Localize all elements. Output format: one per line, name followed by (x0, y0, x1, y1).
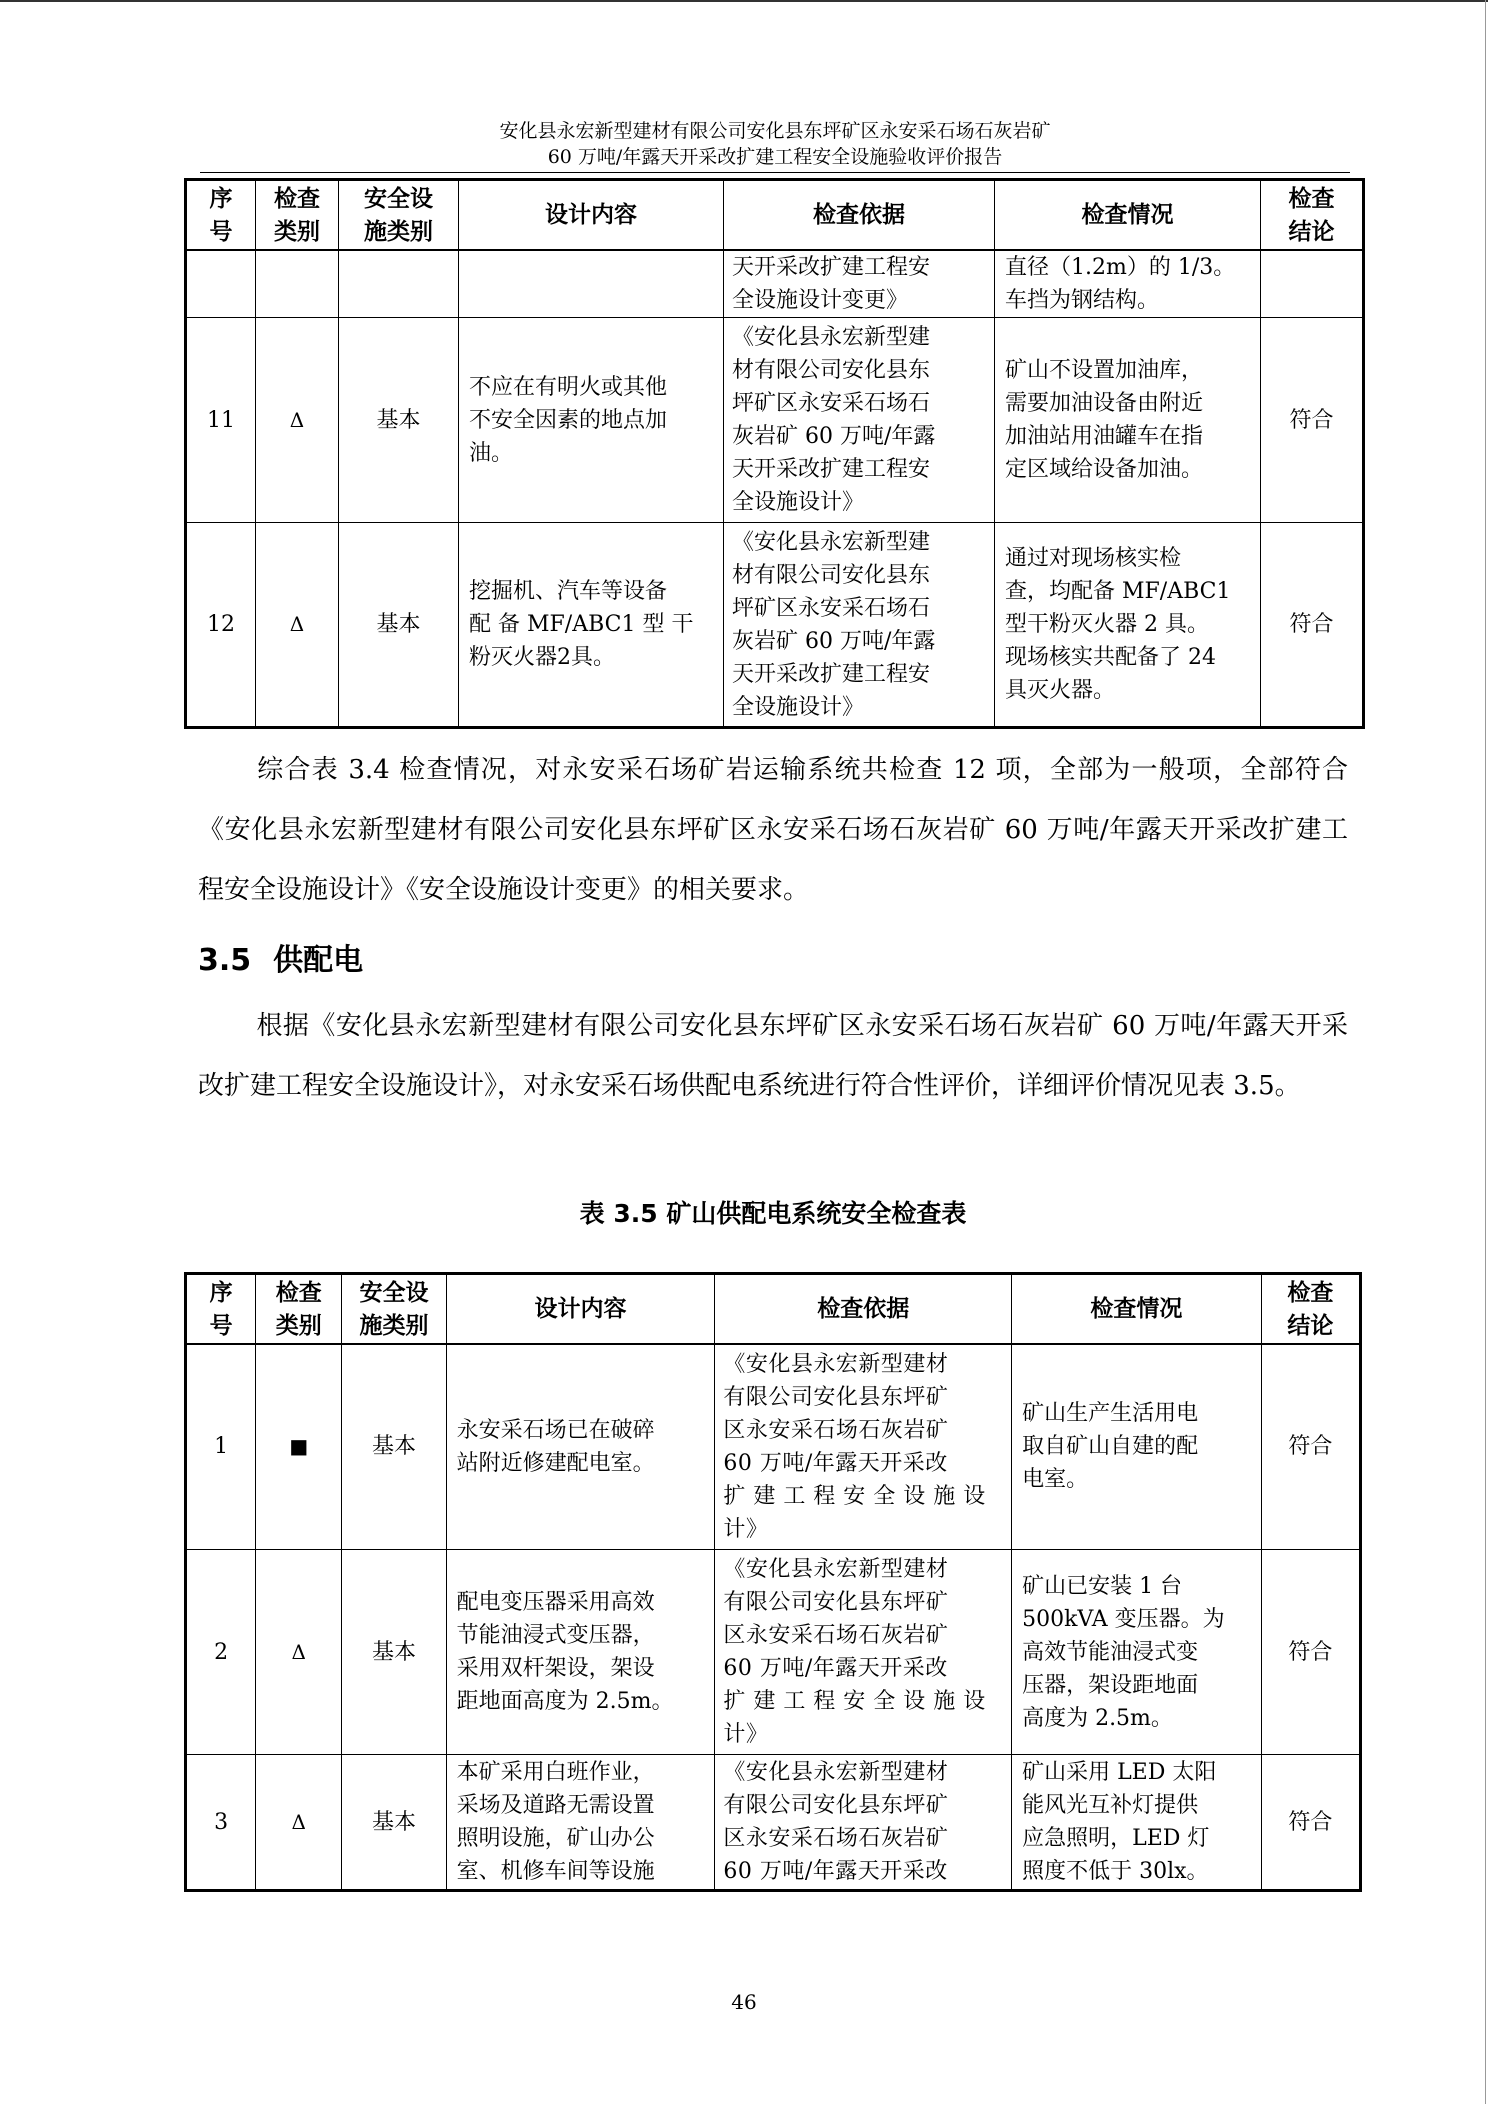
check-basis-line: 天开采改扩建工程安 (732, 254, 931, 280)
facility-type: 基本 (339, 318, 459, 523)
check-basis-line: 区永安采石场石灰岩矿 (723, 1417, 949, 1443)
facility-type (339, 250, 459, 318)
design-content-line: 本矿采用白班作业， (456, 1760, 655, 1785)
column-header (995, 180, 1261, 250)
check-situation-line: 矿山已安装 1 台 (1022, 1573, 1183, 1599)
check-basis-line: 60 万吨/年露天开采改 (723, 1450, 948, 1476)
facility-type: 基本 (339, 523, 459, 728)
check-conclusion: 符合 (1261, 1344, 1360, 1550)
column-header (1261, 180, 1364, 250)
column-header (1012, 1274, 1262, 1344)
row-number: 3 (186, 1755, 256, 1891)
check-conclusion (1261, 250, 1364, 318)
header-line-2: 60 万吨/年露天开采改扩建工程安全设施验收评价报告 (547, 146, 1003, 168)
check-basis-line: 坪矿区永安采石场石 (732, 595, 931, 621)
column-header (256, 1274, 342, 1344)
table-caption: 表 3.5 矿山供配电系统安全检查表 (579, 1199, 967, 1228)
check-basis (724, 318, 995, 523)
design-content-line: 采用双杆架设，架设 (456, 1656, 655, 1681)
design-content-line: 不应在有明火或其他 (469, 374, 668, 400)
check-basis-line: 灰岩矿 60 万吨/年露 (732, 628, 936, 654)
summary-paragraph (198, 740, 1348, 920)
check-basis (715, 1755, 1012, 1891)
column-header-line: 类别 (274, 217, 320, 245)
check-basis-line: 材有限公司安化县东 (732, 562, 931, 588)
check-situation-line: 定区域给设备加油。 (1005, 457, 1204, 482)
check-situation-line: 型干粉灭火器 2 具。 (1005, 612, 1209, 637)
check-basis (715, 1344, 1012, 1550)
check-conclusion: 符合 (1261, 318, 1364, 523)
column-header-line: 检查 (1288, 184, 1335, 212)
check-situation-line: 查，均配备 MF/ABC1 (1005, 579, 1231, 604)
column-header-line: 结论 (1287, 1311, 1334, 1339)
check-basis-line: 区永安采石场石灰岩矿 (723, 1826, 949, 1851)
check-conclusion: 符合 (1261, 1550, 1360, 1755)
design-content-line: 距地面高度为 2.5m。 (456, 1689, 674, 1714)
check-category-mark: Δ (256, 1755, 342, 1891)
check-basis-line: 全设施设计变更》 (732, 287, 909, 313)
column-header-line: 安全设 (359, 1278, 429, 1306)
column-header (186, 180, 256, 250)
column-header-line: 安全设 (364, 184, 433, 212)
check-situation-line: 通过对现场核实检 (1005, 546, 1182, 571)
table-row (186, 1550, 1361, 1755)
column-header (339, 180, 459, 250)
design-content-line: 永安采石场已在破碎 (456, 1417, 655, 1443)
row-number: 12 (186, 523, 256, 728)
column-header (256, 180, 339, 250)
column-header (446, 1274, 715, 1344)
design-content (459, 250, 724, 318)
column-header-line: 检查情况 (1090, 1295, 1183, 1323)
design-content-line: 粉灭火器2具。 (469, 645, 615, 670)
check-category-mark (256, 250, 339, 318)
check-situation-line: 压器，架设距地面 (1022, 1672, 1199, 1698)
check-basis-line: 灰岩矿 60 万吨/年露 (732, 424, 936, 449)
check-conclusion: 符合 (1261, 1755, 1360, 1891)
check-situation (995, 523, 1261, 728)
section-title: 供配电 (273, 943, 364, 978)
column-header-line: 序 (209, 1278, 233, 1306)
column-header-line: 检查情况 (1081, 201, 1174, 229)
section-number: 3.5 (198, 943, 252, 978)
column-header (459, 180, 724, 250)
column-header-line: 号 (209, 217, 233, 245)
column-header-line: 检查 (274, 184, 320, 212)
check-situation (1012, 1550, 1262, 1755)
column-header-line: 施类别 (364, 217, 433, 245)
design-content-line: 站附近修建配电室。 (456, 1450, 655, 1476)
check-situation-line: 加油站用油罐车在指 (1005, 424, 1204, 449)
check-situation-line: 需要加油设备由附近 (1005, 391, 1204, 416)
check-category-mark: Δ (256, 318, 339, 523)
design-content-line: 节能油浸式变压器， (456, 1623, 655, 1648)
column-header-line: 号 (209, 1311, 233, 1339)
check-category-mark: Δ (256, 1550, 342, 1755)
design-content-line: 挖掘机、汽车等设备 (469, 579, 668, 604)
check-basis-line: 区永安采石场石灰岩矿 (723, 1623, 949, 1648)
check-basis (724, 250, 995, 318)
column-header (342, 1274, 446, 1344)
column-header-line: 结论 (1288, 217, 1335, 245)
facility-type: 基本 (342, 1755, 446, 1891)
check-basis-line: 坪矿区永安采石场石 (732, 391, 931, 416)
column-header-line: 检查依据 (813, 201, 905, 229)
row-number: 2 (186, 1550, 256, 1755)
check-basis (715, 1550, 1012, 1755)
check-basis-line: 有限公司安化县东坪矿 (723, 1793, 949, 1818)
check-situation-line: 车挡为钢结构。 (1005, 287, 1160, 313)
check-basis-line: 有限公司安化县东坪矿 (723, 1384, 949, 1410)
column-header-line: 检查依据 (817, 1295, 910, 1323)
design-content (459, 318, 724, 523)
design-content-line: 室、机修车间等设施 (456, 1859, 655, 1884)
check-situation-line: 高效节能油浸式变 (1022, 1639, 1199, 1665)
check-basis-line: 材有限公司安化县东 (732, 358, 931, 383)
check-category-mark: ■ (256, 1344, 342, 1550)
check-situation (1012, 1755, 1262, 1891)
check-basis-line: 天开采改扩建工程安 (732, 661, 931, 687)
check-situation (995, 250, 1261, 318)
summary-paragraph-text: 综合表 3.4 检查情况，对永安采石场矿岩运输系统共检查 12 项，全部为一般项，全部符合《安化县永宏新型建材有限公司安化县东坪矿区永安采石场石灰岩矿 60 万吨/年露天开采改扩建工程安全设施设计》《安全设施设计变更》的相关要求。 (198, 755, 1348, 905)
facility-type: 基本 (342, 1344, 446, 1550)
design-content-line: 配电变压器采用高效 (456, 1590, 655, 1615)
design-content-line: 照明设施，矿山办公 (456, 1826, 655, 1851)
table-row (186, 250, 1364, 318)
running-header (200, 118, 1350, 170)
check-basis-line: 扩 建 工 程 安 全 设 施 设 (723, 1689, 986, 1714)
check-basis-line: 《安化县永宏新型建材 (723, 1351, 949, 1377)
check-basis-line: 《安化县永宏新型建 (732, 325, 931, 350)
check-basis-line: 扩 建 工 程 安 全 设 施 设 (723, 1483, 986, 1509)
table-row (186, 1344, 1361, 1550)
table-header-row (186, 180, 1364, 250)
design-content-line: 配 备 MF/ABC1 型 干 (469, 612, 694, 637)
column-header (186, 1274, 256, 1344)
column-header (1261, 1274, 1360, 1344)
column-header-line: 施类别 (359, 1311, 429, 1339)
check-situation-line: 500kVA 变压器。为 (1022, 1606, 1225, 1632)
design-content (459, 523, 724, 728)
check-conclusion: 符合 (1261, 523, 1364, 728)
check-basis-line: 全设施设计》 (732, 694, 865, 720)
page-right-border (1485, 0, 1486, 2104)
column-header-line: 检查 (1287, 1278, 1334, 1306)
design-content (446, 1550, 715, 1755)
column-header (724, 180, 995, 250)
design-content-line: 不安全因素的地点加 (469, 407, 668, 433)
header-line-1: 安化县永宏新型建材有限公司安化县东坪矿区永安采石场石灰岩矿 (499, 120, 1051, 142)
check-situation-line: 取自矿山自建的配 (1022, 1434, 1199, 1460)
check-situation-line: 能风光互补灯提供 (1022, 1793, 1199, 1818)
page-top-border (0, 0, 1488, 2)
check-basis-line: 60 万吨/年露天开采改 (723, 1656, 948, 1681)
check-basis-line: 《安化县永宏新型建材 (723, 1760, 949, 1785)
intro-paragraph (198, 996, 1348, 1116)
column-header (715, 1274, 1012, 1344)
check-basis-line: 计》 (723, 1516, 769, 1542)
design-content (446, 1344, 715, 1550)
column-header-line: 序 (209, 184, 233, 212)
check-basis (724, 523, 995, 728)
table-row (186, 1755, 1361, 1891)
check-basis-line: 全设施设计》 (732, 490, 865, 515)
check-situation-line: 应急照明，LED 灯 (1022, 1826, 1210, 1851)
table-row (186, 523, 1364, 728)
check-basis-line: 《安化县永宏新型建材 (723, 1557, 949, 1582)
row-number (186, 250, 256, 318)
page-number: 46 (731, 1990, 757, 2014)
column-header-line: 设计内容 (545, 201, 637, 229)
section-heading (198, 935, 363, 979)
column-header-line: 检查 (275, 1278, 322, 1306)
table-3-4-continued (184, 178, 1365, 729)
row-number: 1 (186, 1344, 256, 1550)
check-situation-line: 高度为 2.5m。 (1022, 1705, 1173, 1731)
table-3-5 (184, 1272, 1362, 1892)
table-row (186, 318, 1364, 523)
check-basis-line: 有限公司安化县东坪矿 (723, 1590, 949, 1615)
check-situation-line: 具灭火器。 (1005, 678, 1116, 703)
check-situation-line: 直径（1.2m）的 1/3。 (1005, 254, 1236, 280)
check-situation (995, 318, 1261, 523)
facility-type: 基本 (342, 1550, 446, 1755)
check-situation (1012, 1344, 1262, 1550)
design-content (446, 1755, 715, 1891)
check-basis-line: 天开采改扩建工程安 (732, 457, 931, 482)
intro-paragraph-text: 根据《安化县永宏新型建材有限公司安化县东坪矿区永安采石场石灰岩矿 60 万吨/年露天开采改扩建工程安全设施设计》，对永安采石场供配电系统进行符合性评价，详细评价情况见表 3.5。 (198, 1011, 1348, 1101)
table-header-row (186, 1274, 1361, 1344)
check-situation-line: 照度不低于 30lx。 (1022, 1859, 1209, 1884)
column-header-line: 设计内容 (534, 1295, 627, 1323)
column-header-line: 类别 (275, 1311, 322, 1339)
check-situation-line: 电室。 (1022, 1467, 1089, 1493)
check-basis-line: 《安化县永宏新型建 (732, 529, 931, 555)
check-situation-line: 矿山采用 LED 太阳 (1022, 1760, 1217, 1785)
check-category-mark: Δ (256, 523, 339, 728)
check-basis-line: 60 万吨/年露天开采改 (723, 1859, 948, 1884)
check-situation-line: 矿山生产生活用电 (1022, 1401, 1199, 1427)
row-number: 11 (186, 318, 256, 523)
design-content-line: 油。 (469, 440, 514, 466)
header-rule (200, 172, 1350, 173)
design-content-line: 采场及道路无需设置 (456, 1793, 655, 1818)
check-situation-line: 现场核实共配备了 24 (1005, 645, 1216, 670)
check-situation-line: 矿山不设置加油库， (1005, 358, 1204, 383)
check-basis-line: 计》 (723, 1722, 769, 1747)
